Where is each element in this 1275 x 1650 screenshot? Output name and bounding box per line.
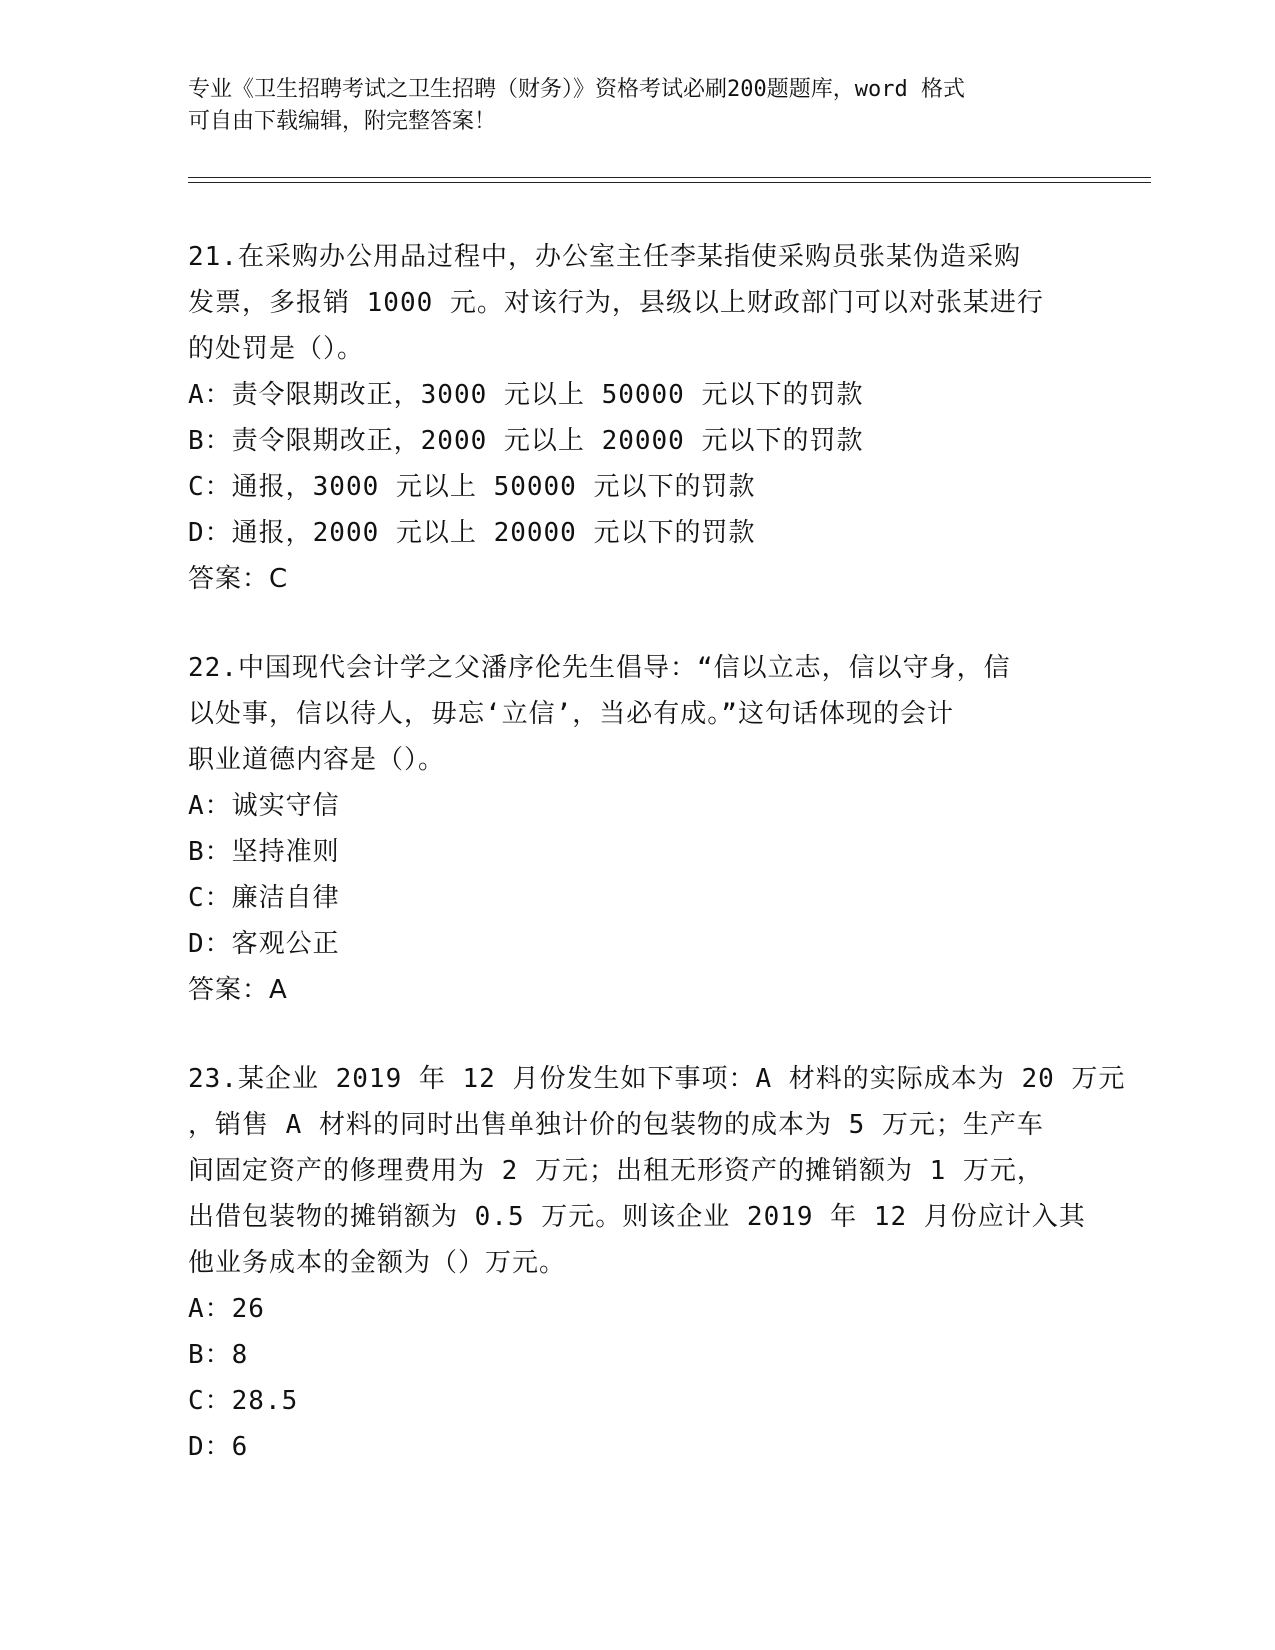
header-line-1: 专业《卫生招聘考试之卫生招聘（财务）》资格考试必刷200题题库，word 格式 (188, 77, 965, 102)
question-text-line: 出借包装物的摊销额为 0.5 万元。则该企业 2019 年 12 月份应计入其 (188, 1202, 1086, 1232)
option-c: C：廉洁自律 (188, 883, 340, 913)
document-header (188, 74, 1088, 138)
question-text-line: 22.中国现代会计学之父潘序伦先生倡导：“信以立志，信以守身，信 (188, 653, 1011, 683)
answer-label: 答案：A (188, 975, 288, 1005)
question-text-line: 发票，多报销 1000 元。对该行为，县级以上财政部门可以对张某进行 (188, 288, 1044, 318)
option-b: B：8 (188, 1340, 249, 1370)
question-text-line: 21.在采购办公用品过程中，办公室主任李某指使采购员张某伪造采购 (188, 242, 1021, 272)
question-text-line: 他业务成本的金额为（）万元。 (188, 1248, 567, 1278)
header-divider-top (188, 177, 1151, 178)
question-text-line: ，销售 A 材料的同时出售单独计价的包装物的成本为 5 万元；生产车 (188, 1110, 1044, 1140)
header-line-2: 可自由下载编辑，附完整答案！ (188, 109, 497, 134)
option-d: D：客观公正 (188, 929, 340, 959)
question-text-line: 职业道德内容是（）。 (188, 745, 446, 775)
option-a: A：责令限期改正，3000 元以上 50000 元以下的罚款 (188, 380, 864, 410)
answer-label: 答案：C (188, 564, 289, 594)
option-b: B：坚持准则 (188, 837, 340, 867)
header-divider-bottom (188, 182, 1151, 183)
question-22 (188, 645, 1088, 1013)
option-d: D：通报，2000 元以上 20000 元以下的罚款 (188, 518, 756, 548)
question-text-line: 的处罚是（）。 (188, 334, 365, 364)
question-21 (188, 234, 1088, 602)
question-text-line: 间固定资产的修理费用为 2 万元；出租无形资产的摊销额为 1 万元， (188, 1156, 1044, 1186)
option-b: B：责令限期改正，2000 元以上 20000 元以下的罚款 (188, 426, 864, 456)
option-c: C：28.5 (188, 1386, 299, 1416)
option-c: C：通报，3000 元以上 50000 元以下的罚款 (188, 472, 756, 502)
question-text-line: 23.某企业 2019 年 12 月份发生如下事项：A 材料的实际成本为 20 万元 (188, 1064, 1126, 1094)
option-a: A：诚实守信 (188, 791, 340, 821)
question-23 (188, 1056, 1126, 1470)
option-d: D：6 (188, 1432, 249, 1462)
question-text-line: 以处事，信以待人，毋忘‘立信’，当必有成。”这句话体现的会计 (188, 699, 954, 729)
option-a: A：26 (188, 1294, 265, 1324)
